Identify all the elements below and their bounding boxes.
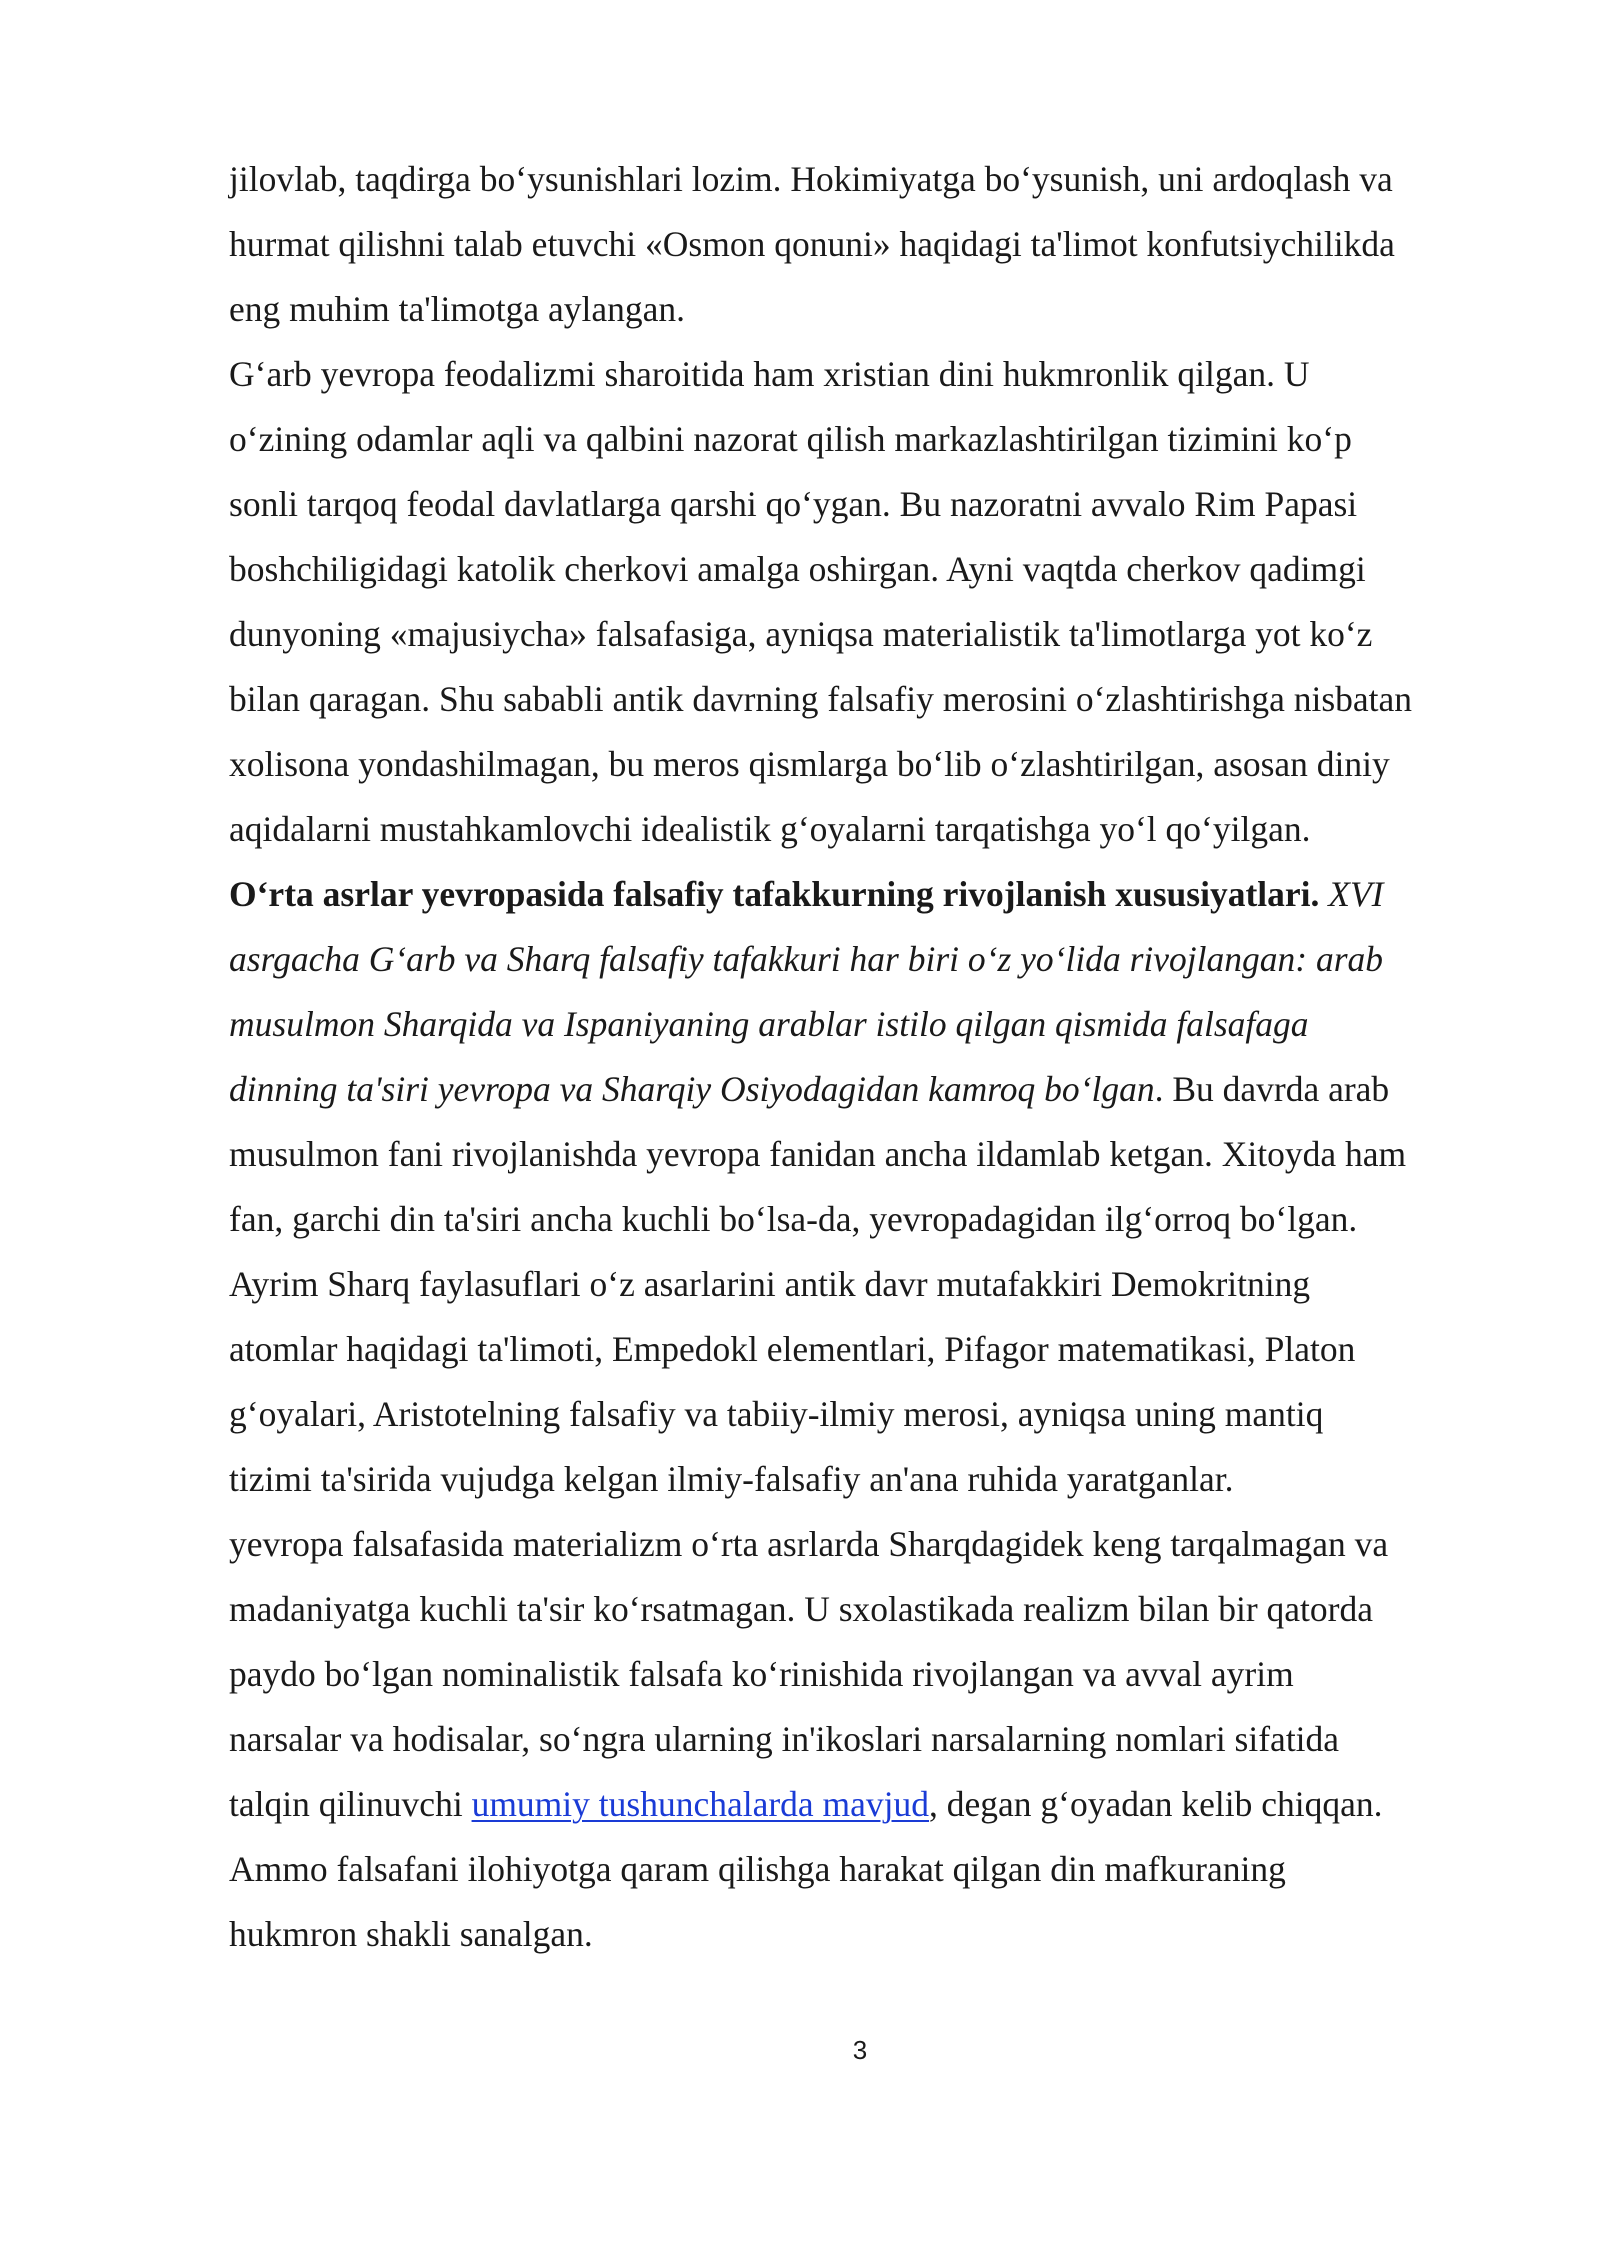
- text-line: dunyoning «majusiycha» falsafasiga, ayniqsa materialistik ta'limotlarga yot ko‘z: [229, 614, 1373, 654]
- page-number: 3: [852, 2035, 868, 2065]
- text-line: atomlar haqidagi ta'limoti, Empedokl elementlari, Pifagor matematikasi, Platon: [229, 1329, 1356, 1369]
- text-line: jilovlab, taqdirga bo‘ysunishlari lozim. Hokimiyatga bo‘ysunish, uni ardoqlash va: [229, 159, 1393, 199]
- link-suffix-text: , degan g‘oyadan kelib chiqqan.: [929, 1784, 1383, 1824]
- text-line: aqidalarni mustahkamlovchi idealistik g‘oyalarni tarqatishga yo‘l qo‘yilgan.: [229, 809, 1311, 849]
- text-line: hukmron shakli sanalgan.: [229, 1914, 593, 1954]
- text-line: xolisona yondashilmagan, bu meros qismlarga bo‘lib o‘zlashtirilgan, asosan diniy: [229, 744, 1390, 784]
- text-line: sonli tarqoq feodal davlatlarga qarshi qo‘ygan. Bu nazoratni avvalo Rim Papasi: [229, 484, 1358, 524]
- text-line: Ayrim Sharq faylasuflari o‘z asarlarini antik davr mutafakkiri Demokritning: [229, 1264, 1311, 1304]
- text-line: narsalar va hodisalar, so‘ngra ularning in'ikoslari narsalarning nomlari sifatida: [229, 1719, 1340, 1759]
- text-line: boshchiligidagi katolik cherkovi amalga oshirgan. Ayni vaqtda cherkov qadimgi: [229, 549, 1366, 589]
- italic-line: asrgacha G‘arb va Sharq falsafiy tafakkuri har biri o‘z yo‘lida rivojlangan: arab: [229, 939, 1384, 979]
- body-text: [229, 147, 1489, 1967]
- section-heading-line: [229, 862, 1489, 927]
- text-line: bilan qaragan. Shu sababli antik davrning falsafiy merosini o‘zlashtirishga nisbatan: [229, 679, 1413, 719]
- italic-text: XVI: [1319, 874, 1384, 914]
- text-line: tizimi ta'sirida vujudga kelgan ilmiy-falsafiy an'ana ruhida yaratganlar.: [229, 1459, 1234, 1499]
- text-line: Ammo falsafani ilohiyotga qaram qilishga harakat qilgan din mafkuraning: [229, 1849, 1286, 1889]
- text-line: eng muhim ta'limotga aylangan.: [229, 289, 685, 329]
- text-line: madaniyatga kuchli ta'sir ko‘rsatmagan. U sxolastikada realizm bilan bir qatorda: [229, 1589, 1373, 1629]
- text-line: yevropa falsafasida materializm o‘rta asrlarda Sharqdagidek keng tarqalmagan va: [229, 1524, 1389, 1564]
- text-line: fan, garchi din ta'siri ancha kuchli bo‘lsa-da, yevropadagidan ilg‘orroq bo‘lgan.: [229, 1199, 1358, 1239]
- text-line: paydo bo‘lgan nominalistik falsafa ko‘rinishida rivojlangan va avval ayrim: [229, 1654, 1294, 1694]
- mixed-line: [229, 1057, 1489, 1122]
- text-line: o‘zining odamlar aqli va qalbini nazorat qilish markazlashtirilgan tizimini ko‘p: [229, 419, 1352, 459]
- italic-line: musulmon Sharqida va Ispaniyaning arablar istilo qilgan qismida falsafaga: [229, 1004, 1309, 1044]
- hyperlink[interactable]: umumiy tushunchalarda mavjud: [471, 1784, 930, 1824]
- text-line: G‘arb yevropa feodalizmi sharoitida ham xristian dini hukmronlik qilgan. U: [229, 354, 1310, 394]
- text-line: g‘oyalari, Aristotelning falsafiy va tabiiy-ilmiy merosi, ayniqsa uning mantiq: [229, 1394, 1324, 1434]
- regular-text: . Bu davrda arab: [1154, 1069, 1390, 1109]
- link-prefix-text: talqin qilinuvchi: [229, 1784, 472, 1824]
- link-line: [229, 1772, 1489, 1837]
- text-line: musulmon fani rivojlanishda yevropa fanidan ancha ildamlab ketgan. Xitoyda ham: [229, 1134, 1407, 1174]
- italic-text: dinning ta'siri yevropa va Sharqiy Osiyodagidan kamroq bo‘lgan: [229, 1069, 1155, 1109]
- text-line: hurmat qilishni talab etuvchi «Osmon qonuni» haqidagi ta'limot konfutsiychilikda: [229, 224, 1395, 264]
- section-heading: O‘rta asrlar yevropasida falsafiy tafakkurning rivojlanish xususiyatlari.: [229, 874, 1320, 914]
